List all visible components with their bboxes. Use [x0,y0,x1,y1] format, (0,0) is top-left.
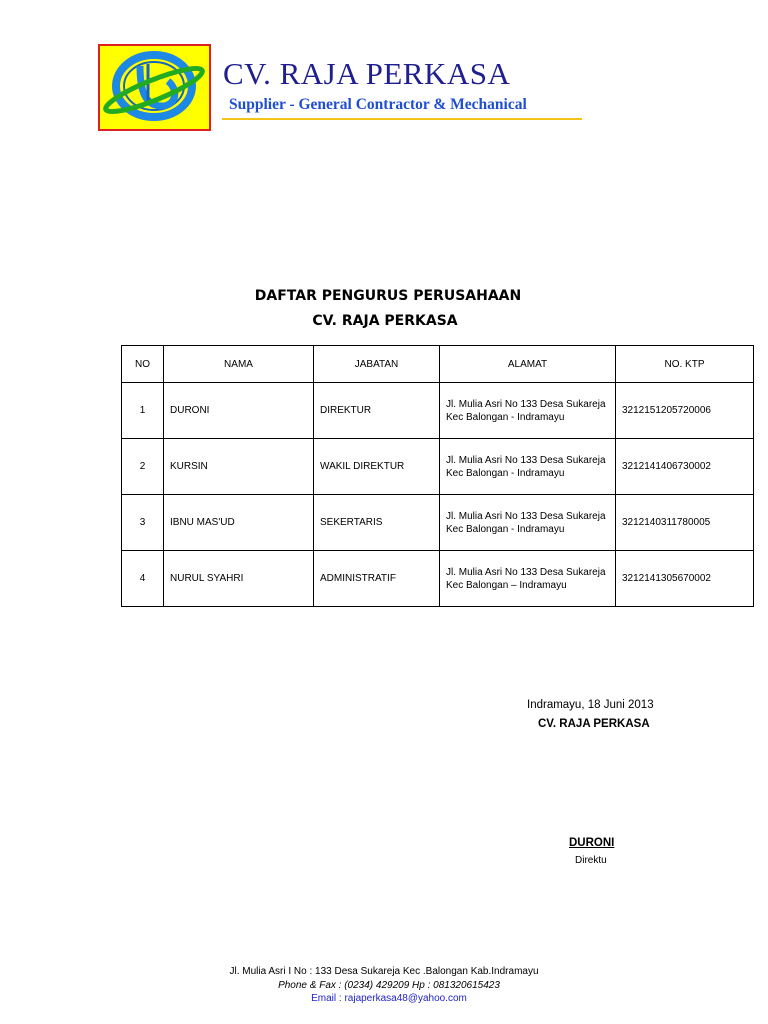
document-subtitle: CV. RAJA PERKASA [312,313,458,329]
cell-nama: DURONI [164,383,314,439]
table-row [122,495,754,551]
company-logo [98,44,211,131]
cell-ktp: 3212151205720006 [616,383,754,439]
cell-jabatan: DIREKTUR [314,383,440,439]
table-row [122,383,754,439]
cell-ktp: 3212141305670002 [616,551,754,607]
header-jabatan: JABATAN [314,346,440,383]
cell-no: 2 [122,439,164,495]
header-divider [222,118,582,120]
cell-ktp: 3212141406730002 [616,439,754,495]
header-alamat: ALAMAT [440,346,616,383]
cell-no: 4 [122,551,164,607]
cell-no: 1 [122,383,164,439]
signature-title: Direktu [575,855,607,866]
table-header-row [122,346,754,383]
cell-alamat: Jl. Mulia Asri No 133 Desa Sukareja Kec Balongan - Indramayu [440,439,616,495]
header-no: NO [122,346,164,383]
header-ktp: NO. KTP [616,346,754,383]
cell-alamat: Jl. Mulia Asri No 133 Desa Sukareja Kec Balongan – Indramayu [440,551,616,607]
footer-address: Jl. Mulia Asri I No : 133 Desa Sukareja Kec .Balongan Kab.Indramayu [229,966,539,977]
cell-jabatan: ADMINISTRATIF [314,551,440,607]
header-nama: NAMA [164,346,314,383]
raja-perkasa-logo-icon [100,46,209,129]
footer-email[interactable]: Email : rajaperkasa48@yahoo.com [311,993,467,1004]
cell-alamat: Jl. Mulia Asri No 133 Desa Sukareja Kec Balongan - Indramayu [440,495,616,551]
footer-phone: Phone & Fax : (0234) 429209 Hp : 081320615423 [278,980,500,991]
cell-nama: IBNU MAS'UD [164,495,314,551]
management-table [121,345,754,607]
document-title: DAFTAR PENGURUS PERUSAHAAN [254,288,522,304]
cell-jabatan: SEKERTARIS [314,495,440,551]
cell-nama: NURUL SYAHRI [164,551,314,607]
company-tagline: Supplier - General Contractor & Mechanical [229,96,527,113]
cell-ktp: 3212140311780005 [616,495,754,551]
signature-company: CV. RAJA PERKASA [538,718,650,730]
cell-no: 3 [122,495,164,551]
company-name: CV. RAJA PERKASA [223,56,511,91]
cell-jabatan: WAKIL DIREKTUR [314,439,440,495]
signature-name: DURONI [569,837,615,849]
table-row [122,551,754,607]
signature-place-date: Indramayu, 18 Juni 2013 [527,699,654,711]
cell-nama: KURSIN [164,439,314,495]
table-row [122,439,754,495]
cell-alamat: Jl. Mulia Asri No 133 Desa Sukareja Kec Balongan - Indramayu [440,383,616,439]
